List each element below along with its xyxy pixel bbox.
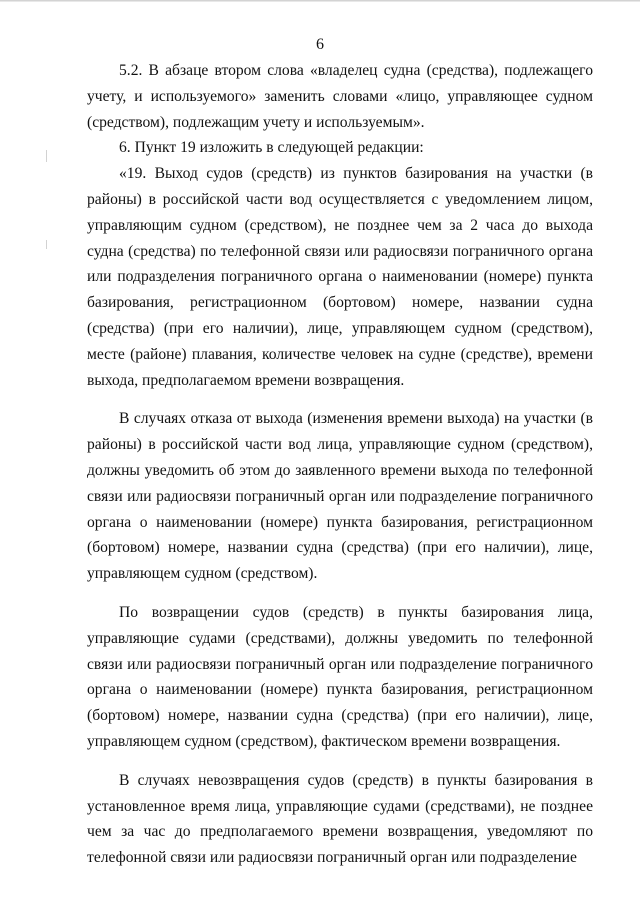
paragraph-19: «19. Выход судов (средств) из пунктов базирования на участки (в районы) в российской части вод осуществляется с уведомлением лицом, управляющим судном (средством), не позднее чем за 2 часа до выхода судна (средства) по телефонной связи или радиосвязи пограничного органа или подразделения пограничного органа о наименовании (номере) пункта базирования, регистрационном (бортовом) номере, названии судна (средства) (при его наличии), лице, управляющем судном (средством), месте (районе) плавания, количестве человек на судне (средстве), времени выхода, предполагаемом времени возвращения. <box>87 165 593 389</box>
page-number: 6 <box>316 36 324 53</box>
page-top-edge <box>0 0 640 2</box>
document-body <box>87 58 593 871</box>
paragraph-5-2: 5.2. В абзаце втором слова «владелец судна (средства), подлежащего учету, и используемого» заменить словами «лицо, управляющее судном (средством), подлежащим учету и используемым». <box>87 62 593 131</box>
scan-mark <box>46 240 47 249</box>
paragraph-return: По возвращении судов (средств) в пункты базирования лица, управляющие судами (средствами), должны уведомить по телефонной связи или радиосвязи пограничный орган или подразделение пограничного органа о наименовании (номере) пункта базирования, регистрационном (бортовом) номере, названии судна (средства) (при его наличии), лице, управляющем судном (средством), фактическом времени возвращения. <box>87 603 593 750</box>
paragraph-gap <box>87 587 593 600</box>
paragraph-refusal: В случаях отказа от выхода (изменения времени выхода) на участки (в районы) в российской части вод лица, управляющие судном (средством), должны уведомить об этом до заявленного времени выхода по телефонной связи или радиосвязи пограничный орган или подразделение пограничного органа о наименовании (номере) пункта базирования, регистрационном (бортовом) номере, названии судна (средства) (при его наличии), лице, управляющем судном (средством). <box>87 410 593 583</box>
paragraph-gap <box>87 393 593 406</box>
paragraph-gap <box>87 755 593 768</box>
scan-mark <box>46 150 47 162</box>
paragraph-non-return: В случаях невозвращения судов (средств) в пункты базирования в установленное время лица, управляющие судами (средствами), не позднее чем за час до предполагаемого времени возвращения, уведомляют по телефонной связи или радиосвязи пограничный орган или подразделение <box>87 771 593 867</box>
paragraph-6: 6. Пункт 19 изложить в следующей редакции: <box>119 139 424 157</box>
